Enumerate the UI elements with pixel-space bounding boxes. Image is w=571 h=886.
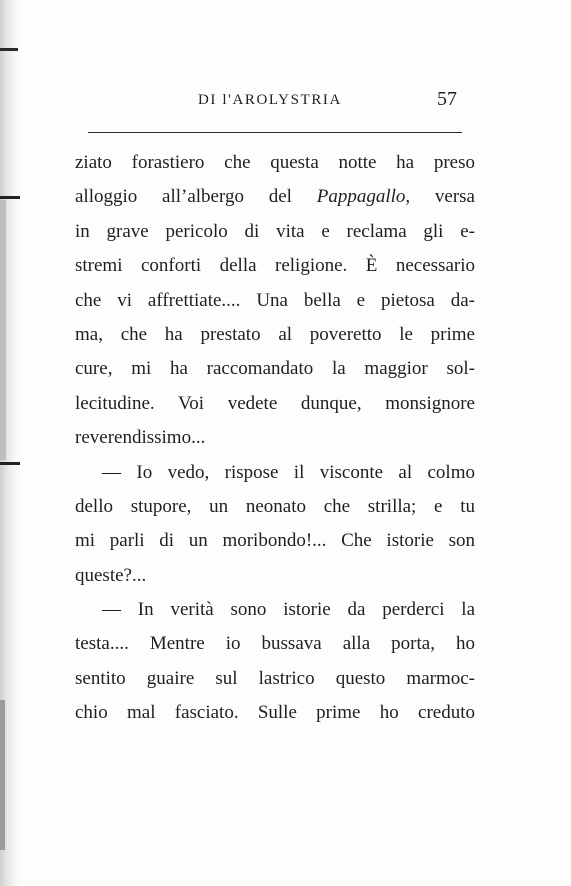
text-line: — Io vedo, rispose il visconte al colmo [102,461,475,483]
body-text [75,146,475,731]
text-line: testa.... Mentre io bussava alla porta, ho [75,633,475,655]
running-title: DI l'AROLYSTRIA [198,92,342,108]
text-line: reverendissimo... [75,427,206,449]
page-header [88,88,471,116]
page-number: 57 [437,88,457,110]
text-line: chio mal fasciato. Sulle prime ho creduto [75,702,475,724]
text-line: in grave pericolo di vita e reclama gli e- [75,220,475,242]
binding-mark [0,48,18,51]
italic-name: Pappagallo [316,186,406,208]
header-rule [88,132,462,133]
text-line: — In verità sono istorie da perderci la [102,599,475,621]
text-line: dello stupore, un neonato che strilla; e tu [75,495,475,517]
binding-shadow [0,700,5,850]
binding-tick [0,196,20,199]
text-line: cure, mi ha raccomandato la maggior sol- [75,358,475,380]
text-line: ziato forastiero che questa notte ha preso [75,152,475,173]
text-line: ma, che ha prestato al poveretto le prime [75,323,475,345]
binding-tick [0,462,20,465]
text-line: stremi conforti della religione. È necessario [75,255,475,277]
binding-shadow [0,200,6,460]
text-line: queste?... [75,564,147,586]
text-line: alloggio all’albergo del Pappagallo, versa [75,186,475,208]
text-line: che vi affrettiate.... Una bella e pietosa da- [75,289,475,311]
text-line: mi parli di un moribondo!... Che istorie son [75,530,475,552]
text-line: lecitudine. Voi vedete dunque, monsignore [75,392,475,414]
text-line: sentito guaire sul lastrico questo marmoc- [75,667,475,689]
